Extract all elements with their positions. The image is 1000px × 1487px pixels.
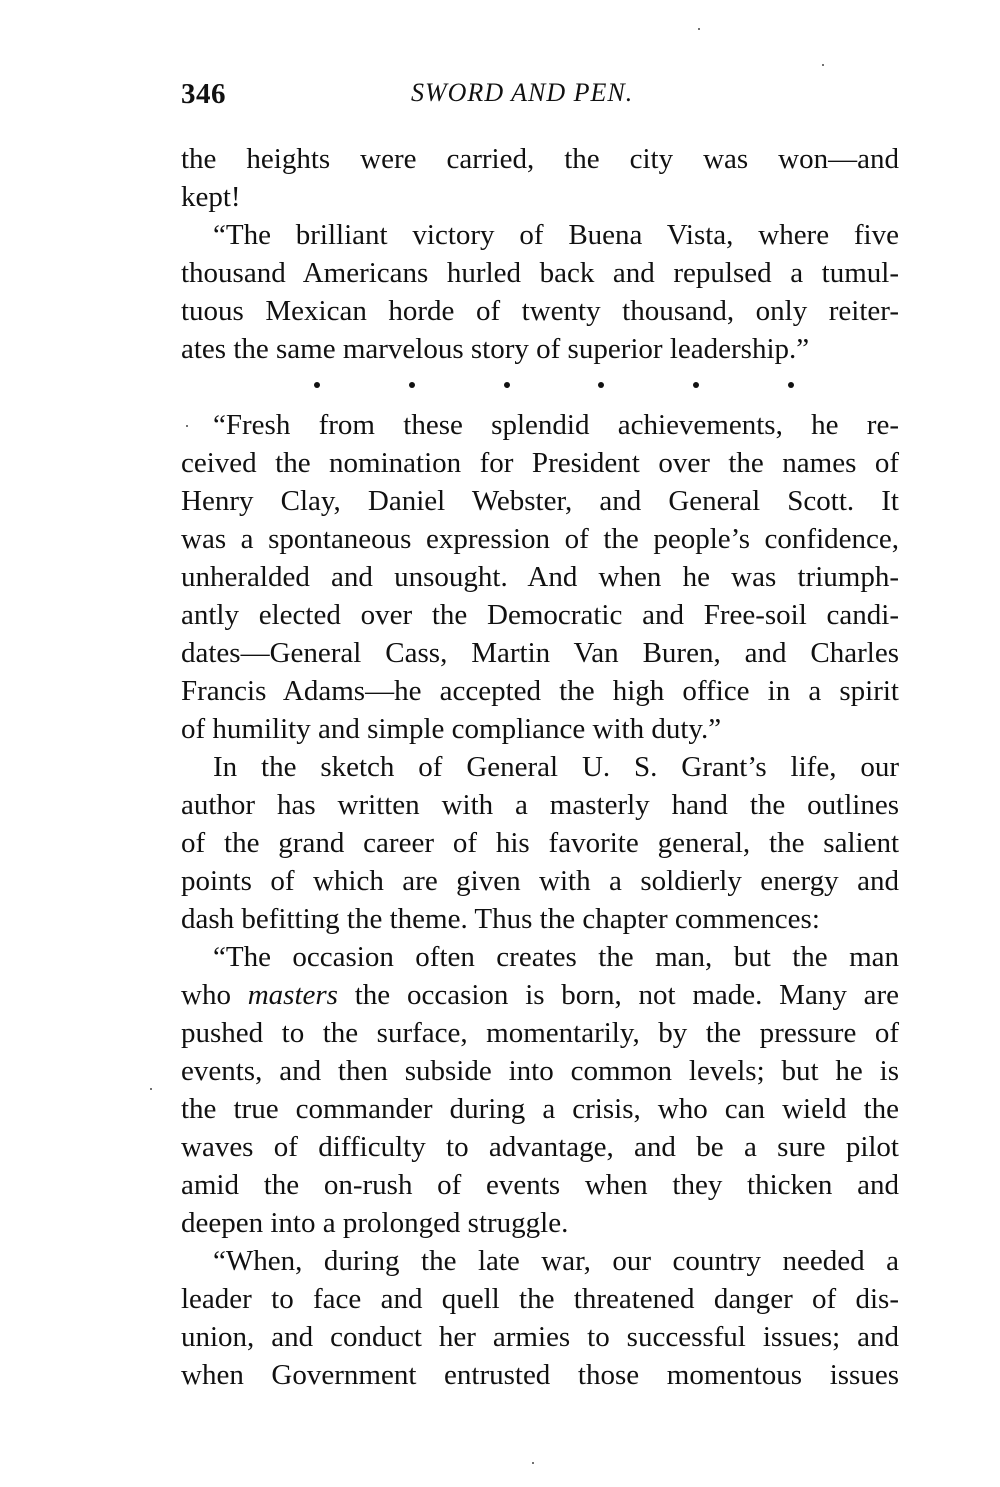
running-title: SWORD AND PEN. — [411, 78, 634, 107]
text-line: ates the same marvelous story of superior leadership.” — [181, 333, 810, 365]
text-line: antly elected over the Democratic and Free-soil candi- — [181, 599, 899, 631]
text-line: Francis Adams—he accepted the high office in a spirit — [181, 675, 899, 707]
ellipsis-dot — [314, 382, 320, 388]
text-line: “Fresh from these splendid achievements, he re- — [213, 409, 899, 441]
text-line: amid the on-rush of events when they thicken and — [181, 1169, 899, 1201]
text-line: points of which are given with a soldierly energy and — [181, 865, 899, 897]
page-number: 346 — [181, 78, 226, 110]
ellipsis-dot — [598, 382, 604, 388]
text-line: of humility and simple compliance with duty.” — [181, 713, 722, 745]
text-line: deepen into a prolonged struggle. — [181, 1207, 569, 1239]
text-line: the true commander during a crisis, who can wield the — [181, 1093, 899, 1125]
ellipsis-dot — [693, 382, 699, 388]
text-line: union, and conduct her armies to successful issues; and — [181, 1321, 899, 1353]
scan-speck — [822, 64, 824, 66]
text-line: thousand Americans hurled back and repulsed a tumul- — [181, 257, 899, 289]
scan-speck — [186, 425, 188, 427]
text-line: events, and then subside into common levels; but he is — [181, 1055, 899, 1087]
emphasized-word: masters — [247, 979, 338, 1011]
text-line: was a spontaneous expression of the people’s confidence, — [181, 523, 899, 555]
page-header — [181, 78, 901, 114]
ellipsis-dot-row — [314, 382, 794, 388]
text-line: “The brilliant victory of Buena Vista, where five — [213, 219, 899, 251]
text-line: the heights were carried, the city was won—and — [181, 143, 899, 175]
text-line: dates—General Cass, Martin Van Buren, and Charles — [181, 637, 899, 669]
text-line: tuous Mexican horde of twenty thousand, only reiter- — [181, 295, 899, 327]
text-line-with-emphasis — [181, 976, 899, 1014]
scan-speck — [532, 1462, 534, 1464]
text-line: ceived the nomination for President over the names of — [181, 447, 899, 479]
text-line: In the sketch of General U. S. Grant’s life, our — [213, 751, 899, 783]
text-line: unheralded and unsought. And when he was triumph- — [181, 561, 899, 593]
text-span: who — [181, 979, 248, 1011]
text-line: “When, during the late war, our country needed a — [213, 1245, 899, 1277]
text-line: waves of difficulty to advantage, and be a sure pilot — [181, 1131, 899, 1163]
text-line: Henry Clay, Daniel Webster, and General Scott. It — [181, 485, 899, 517]
scan-speck — [698, 28, 700, 30]
text-line: “The occasion often creates the man, but the man — [213, 941, 899, 973]
ellipsis-dot — [504, 382, 510, 388]
ellipsis-dot — [788, 382, 794, 388]
text-line: of the grand career of his favorite general, the salient — [181, 827, 899, 859]
text-line: when Government entrusted those momentous issues — [181, 1359, 899, 1391]
text-line: pushed to the surface, momentarily, by the pressure of — [181, 1017, 899, 1049]
text-line: dash befitting the theme. Thus the chapter commences: — [181, 903, 820, 935]
text-line: author has written with a masterly hand the outlines — [181, 789, 899, 821]
text-line: leader to face and quell the threatened danger of dis- — [181, 1283, 899, 1315]
ellipsis-dot — [409, 382, 415, 388]
text-line: kept! — [181, 181, 241, 213]
text-span: the occasion is born, not made. Many are — [337, 979, 899, 1011]
scan-speck — [150, 1088, 152, 1090]
